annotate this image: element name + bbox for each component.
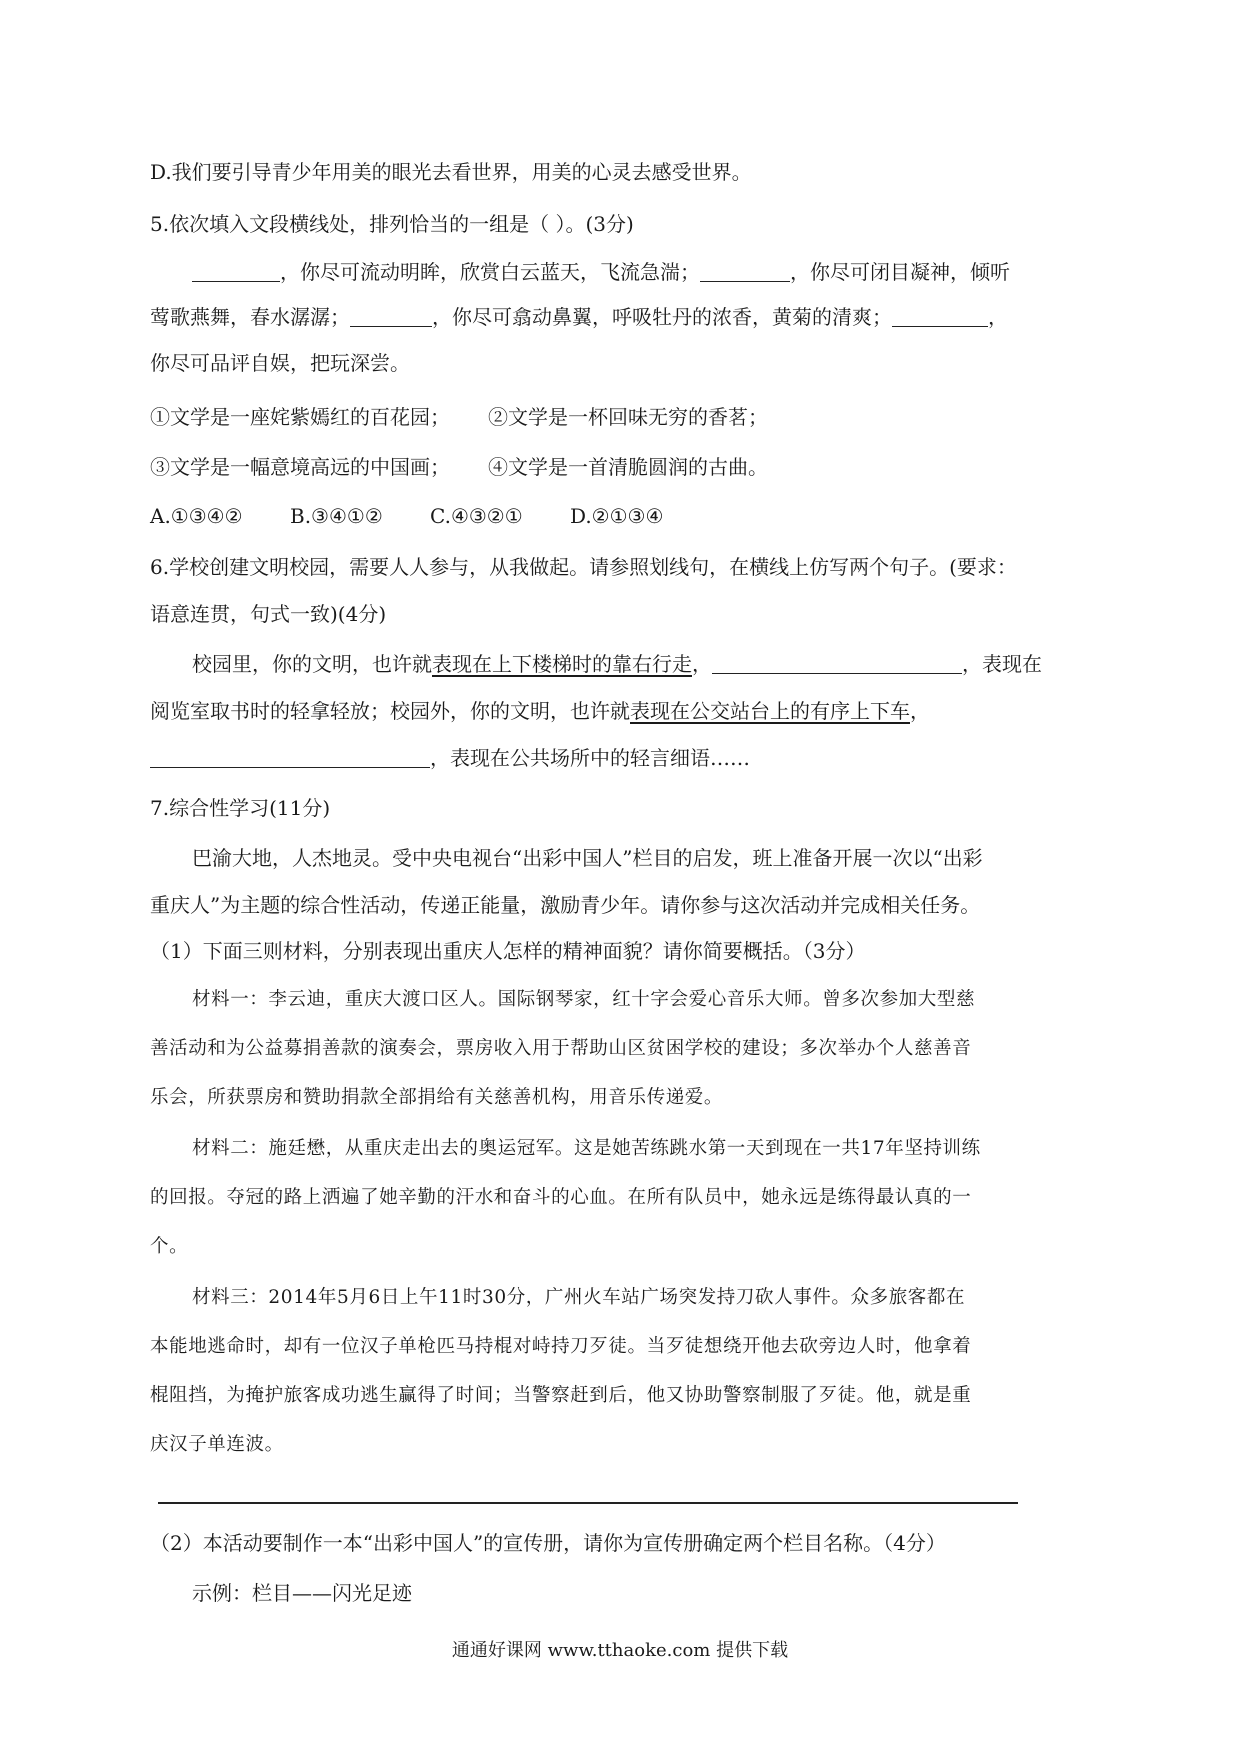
q7-intro-line-1: 巴渝大地，人杰地灵。受中央电视台“出彩中国人”栏目的启发，班上准备开展一次以“出彩 bbox=[192, 846, 983, 870]
q5-items-row-2 bbox=[150, 453, 768, 481]
answer-blank[interactable] bbox=[712, 653, 962, 674]
q6-text: ，表现在 bbox=[962, 652, 1042, 676]
material-3-line-4: 庆汉子单连波。 bbox=[150, 1434, 284, 1455]
q6-underlined-sentence: 表现在公交站台上的有序上下车 bbox=[630, 699, 910, 723]
q6-text: 阅览室取书时的轻拿轻放；校园外，你的文明，也许就 bbox=[150, 699, 630, 723]
q5-choices bbox=[150, 502, 663, 530]
passage-text: ，你尽可流动明眸，欣赏白云蓝天，飞流急湍； bbox=[280, 260, 700, 284]
q6-text: ，表现在公共场所中的轻言细语…… bbox=[430, 746, 750, 770]
page-footer: 通通好课网 www.tthaoke.com 提供下载 bbox=[451, 1640, 789, 1661]
q5-passage-line-1 bbox=[192, 258, 1010, 286]
answer-blank[interactable] bbox=[150, 747, 430, 768]
material-1-line-1: 材料一：李云迪，重庆大渡口区人。国际钢琴家，红十字会爱心音乐大师。曾多次参加大型慈 bbox=[192, 989, 976, 1010]
answer-blank[interactable] bbox=[700, 261, 790, 282]
q5-item-1: ①文学是一座姹紫嫣红的百花园； bbox=[150, 405, 450, 429]
q6-text: 校园里，你的文明，也许就 bbox=[192, 652, 432, 676]
material-2-line-1: 材料二：施廷懋，从重庆走出去的奥运冠军。这是她苦练跳水第一天到现在一共17年坚持训练 bbox=[192, 1138, 981, 1159]
q5-choice-a[interactable]: A.①③④② bbox=[150, 504, 243, 528]
material-2-line-2: 的回报。夺冠的路上洒遍了她辛勤的汗水和奋斗的心血。在所有队员中，她永远是练得最认真的一 bbox=[150, 1187, 972, 1208]
q6-text: ， bbox=[692, 652, 712, 676]
answer-blank[interactable] bbox=[350, 306, 432, 327]
q7-subquestion-1: （1）下面三则材料，分别表现出重庆人怎样的精神面貌？请你简要概括。（3分） bbox=[150, 939, 866, 963]
answer-line[interactable] bbox=[158, 1502, 1018, 1504]
material-2-line-3: 个。 bbox=[150, 1236, 189, 1257]
material-3-line-2: 本能地逃命时，却有一位汉子单枪匹马持棍对峙持刀歹徒。当歹徒想绕开他去砍旁边人时，他拿着 bbox=[150, 1336, 972, 1357]
q5-choice-b[interactable]: B.③④①② bbox=[290, 504, 383, 528]
q6-text: ， bbox=[910, 699, 930, 723]
q6-stem-line-1: 6.学校创建文明校园，需要人人参与，从我做起。请参照划线句，在横线上仿写两个句子。(要求： bbox=[150, 555, 1017, 579]
q7-subquestion-2: （2）本活动要制作一本“出彩中国人”的宣传册，请你为宣传册确定两个栏目名称。（4分） bbox=[150, 1531, 946, 1555]
q5-choice-d[interactable]: D.②①③④ bbox=[570, 504, 664, 528]
material-1-line-3: 乐会，所获票房和赞助捐款全部捐给有关慈善机构，用音乐传递爱。 bbox=[150, 1087, 724, 1108]
q5-item-3: ③文学是一幅意境高远的中国画； bbox=[150, 455, 450, 479]
q6-line-2 bbox=[150, 697, 930, 725]
q5-item-4: ④文学是一首清脆圆润的古曲。 bbox=[488, 455, 768, 479]
q6-line-3 bbox=[150, 744, 750, 772]
passage-text: 莺歌燕舞，春水潺潺； bbox=[150, 305, 350, 329]
passage-text: ，你尽可翕动鼻翼，呼吸牡丹的浓香，黄菊的清爽； bbox=[432, 305, 892, 329]
q6-stem-line-2: 语意连贯，句式一致)(4分) bbox=[150, 602, 387, 626]
q4-option-d: D.我们要引导青少年用美的眼光去看世界，用美的心灵去感受世界。 bbox=[150, 160, 752, 184]
q5-item-2: ②文学是一杯回味无穷的香茗； bbox=[488, 405, 768, 429]
q7-example: 示例：栏目——闪光足迹 bbox=[192, 1581, 412, 1605]
q5-items-row-1 bbox=[150, 403, 768, 431]
passage-text: ， bbox=[988, 305, 1008, 329]
material-1-line-2: 善活动和为公益募捐善款的演奏会，票房收入用于帮助山区贫困学校的建设；多次举办个人慈善音 bbox=[150, 1038, 972, 1059]
q5-stem: 5.依次填入文段横线处，排列恰当的一组是（ ）。(3分) bbox=[150, 212, 634, 236]
q6-line-1 bbox=[192, 650, 1042, 678]
answer-blank[interactable] bbox=[192, 261, 280, 282]
passage-text: ，你尽可闭目凝神，倾听 bbox=[790, 260, 1010, 284]
q6-underlined-sentence: 表现在上下楼梯时的靠右行走 bbox=[432, 652, 692, 676]
q5-passage-line-2 bbox=[150, 303, 1008, 331]
q5-choice-c[interactable]: C.④③②① bbox=[430, 504, 523, 528]
material-3-line-3: 棍阻挡，为掩护旅客成功逃生赢得了时间；当警察赶到后，他又协助警察制服了歹徒。他，就是重 bbox=[150, 1385, 972, 1406]
q7-intro-line-2: 重庆人”为主题的综合性活动，传递正能量，激励青少年。请你参与这次活动并完成相关任务。 bbox=[150, 893, 981, 917]
answer-blank[interactable] bbox=[892, 306, 988, 327]
q5-passage-line-3: 你尽可品评自娱，把玩深尝。 bbox=[150, 351, 410, 375]
q7-heading: 7.综合性学习(11分) bbox=[150, 796, 331, 820]
material-3-line-1: 材料三：2014年5月6日上午11时30分，广州火车站广场突发持刀砍人事件。众多旅客都在 bbox=[192, 1287, 966, 1308]
